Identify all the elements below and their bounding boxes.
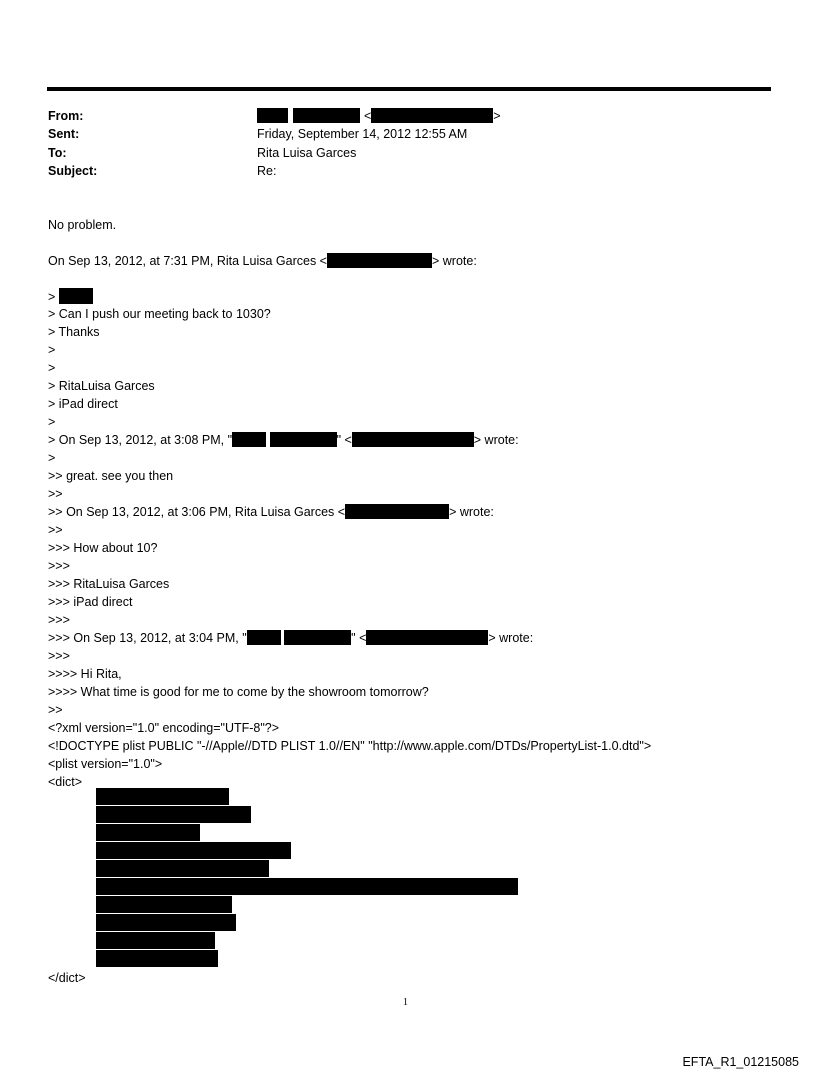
quoted-line: > On Sep 13, 2012, at 3:08 PM, " " < > wrote: bbox=[48, 433, 519, 447]
redaction-block bbox=[345, 504, 449, 519]
redaction-block bbox=[247, 630, 281, 645]
quoted-line: >>> bbox=[48, 649, 70, 663]
document-id: EFTA_R1_01215085 bbox=[682, 1055, 799, 1069]
quoted-line: > bbox=[48, 415, 56, 429]
redaction-block bbox=[327, 253, 432, 268]
xml-line: <dict> bbox=[48, 775, 83, 789]
page-number: 1 bbox=[403, 997, 408, 1008]
quoted-line: >>> How about 10? bbox=[48, 541, 158, 555]
quoted-line: >>>> What time is good for me to come by the showroom tomorrow? bbox=[48, 685, 429, 699]
redaction-block bbox=[96, 878, 518, 895]
sent-label: Sent: bbox=[48, 127, 80, 141]
quoted-line: > bbox=[48, 288, 93, 305]
quoted-line: > bbox=[48, 361, 56, 375]
header-rule bbox=[47, 87, 771, 91]
redaction-block bbox=[366, 630, 488, 645]
redaction-block bbox=[96, 824, 200, 841]
subject-label: Subject: bbox=[48, 164, 98, 178]
redaction-block bbox=[96, 806, 251, 823]
to-value: Rita Luisa Garces bbox=[257, 146, 357, 160]
quoted-line: >> On Sep 13, 2012, at 3:06 PM, Rita Luisa Garces < > wrote: bbox=[48, 505, 494, 519]
redaction-block bbox=[270, 432, 337, 447]
quoted-line: > Can I push our meeting back to 1030? bbox=[48, 307, 271, 321]
redaction-block bbox=[96, 914, 236, 931]
redaction-block bbox=[257, 108, 288, 123]
quoted-line: > bbox=[48, 451, 56, 465]
quoted-line: > Thanks bbox=[48, 325, 100, 339]
quoted-line: >> bbox=[48, 703, 63, 717]
redaction-block bbox=[352, 432, 474, 447]
quoted-line: > RitaLuisa Garces bbox=[48, 379, 155, 393]
redaction-block bbox=[232, 432, 266, 447]
quoted-line: >>> On Sep 13, 2012, at 3:04 PM, " " < > wrote: bbox=[48, 631, 534, 645]
quoted-line: >>> iPad direct bbox=[48, 595, 133, 609]
quoted-line: >> bbox=[48, 523, 63, 537]
quoted-line: >>>> Hi Rita, bbox=[48, 667, 122, 681]
quoted-line: >> great. see you then bbox=[48, 469, 174, 483]
redaction-block bbox=[284, 630, 351, 645]
quoted-line: >>> bbox=[48, 613, 70, 627]
reply-text: No problem. bbox=[48, 218, 117, 232]
redaction-block bbox=[96, 896, 232, 913]
redaction-block bbox=[96, 788, 229, 805]
redaction-block bbox=[96, 842, 291, 859]
redaction-block bbox=[96, 860, 269, 877]
xml-line: <plist version="1.0"> bbox=[48, 757, 163, 771]
from-label: From: bbox=[48, 109, 84, 123]
xml-line: <!DOCTYPE plist PUBLIC "-//Apple//DTD PLIST 1.0//EN" "http://www.apple.com/DTDs/PropertyList-1.0.dtd"> bbox=[48, 739, 652, 753]
redaction-block bbox=[96, 950, 218, 967]
subject-value: Re: bbox=[257, 164, 277, 178]
quoted-line: > iPad direct bbox=[48, 397, 118, 411]
to-label: To: bbox=[48, 146, 67, 160]
quoted-line: >>> RitaLuisa Garces bbox=[48, 577, 170, 591]
quoted-line: >>> bbox=[48, 559, 70, 573]
from-value: < > bbox=[257, 108, 501, 124]
redaction-block bbox=[96, 932, 215, 949]
xml-line: <?xml version="1.0" encoding="UTF-8"?> bbox=[48, 721, 280, 735]
xml-line: </dict> bbox=[48, 971, 86, 985]
quote-intro: On Sep 13, 2012, at 7:31 PM, Rita Luisa Garces < > wrote: bbox=[48, 254, 477, 268]
sent-value: Friday, September 14, 2012 12:55 AM bbox=[257, 127, 468, 141]
redaction-block bbox=[59, 288, 93, 304]
redaction-block bbox=[371, 108, 493, 123]
quoted-line: >> bbox=[48, 487, 63, 501]
quoted-line: > bbox=[48, 343, 56, 357]
redaction-block bbox=[293, 108, 360, 123]
